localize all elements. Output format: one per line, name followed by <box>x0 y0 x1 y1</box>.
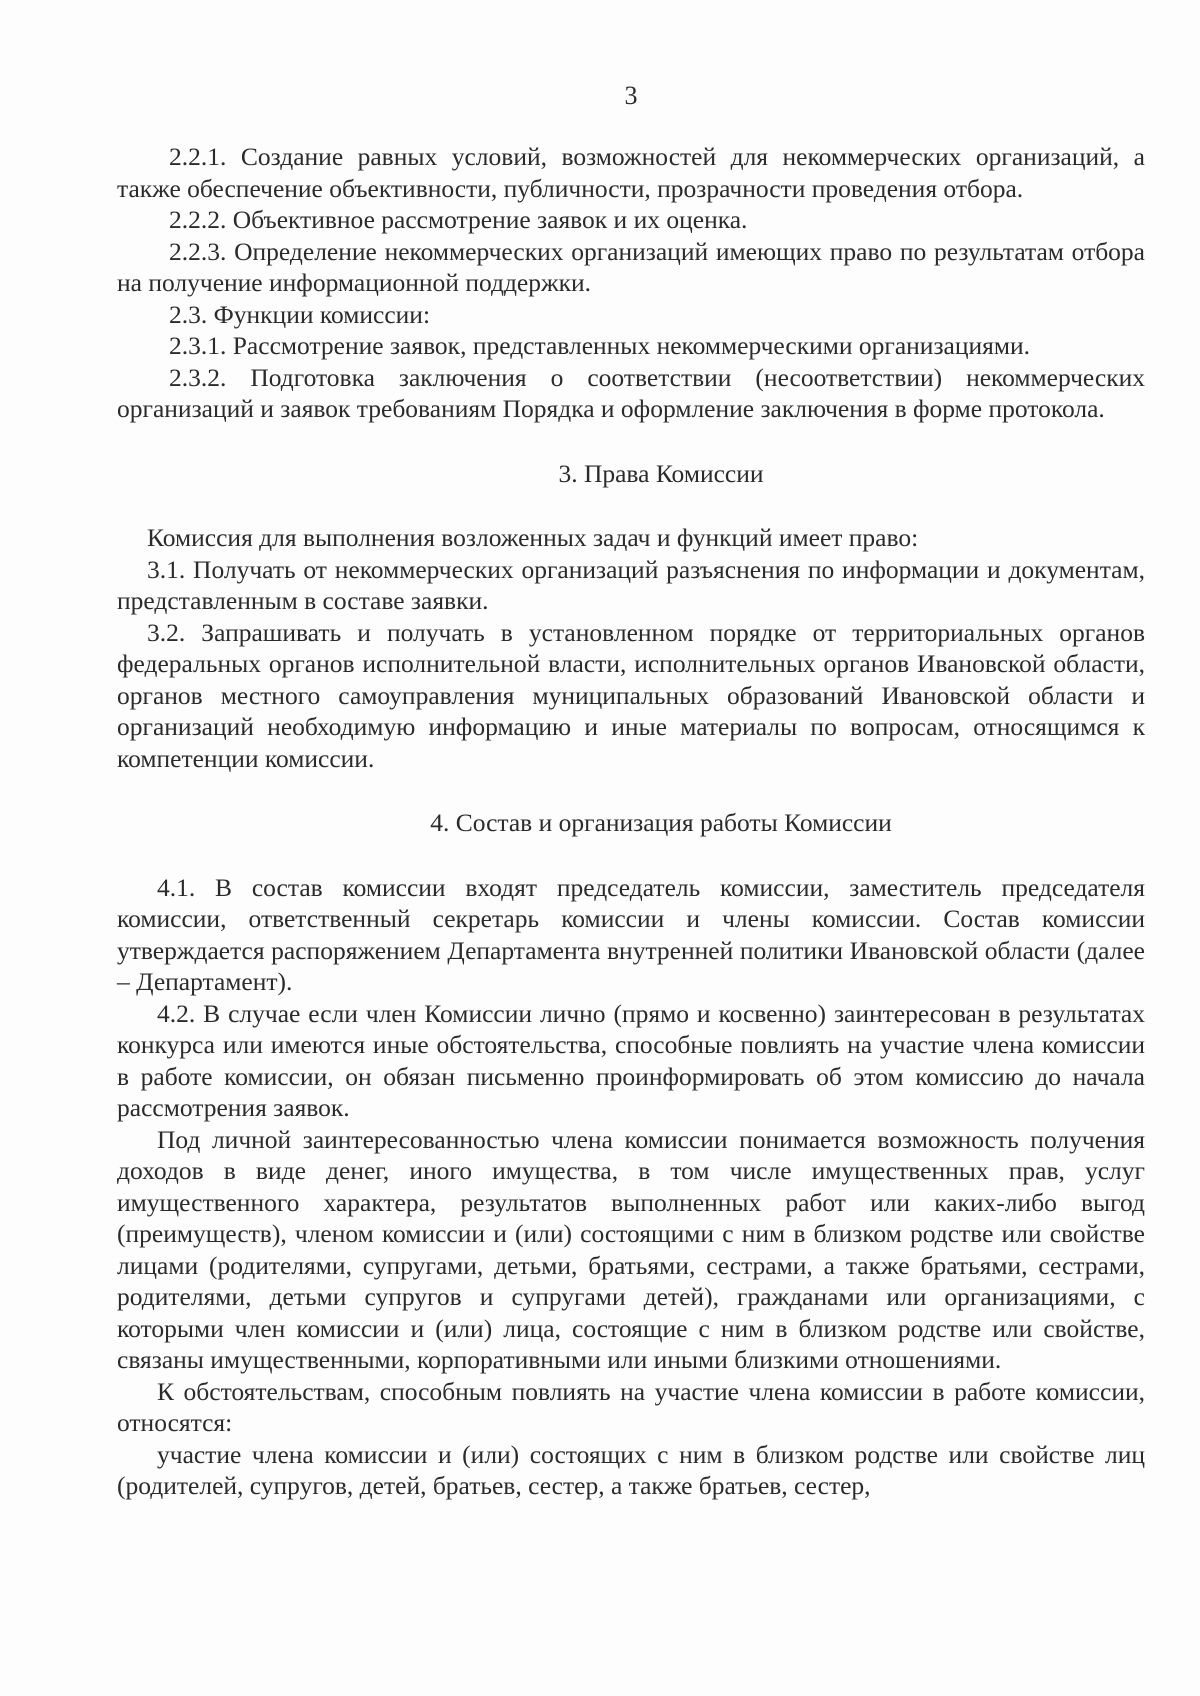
section-4-heading: 4. Состав и организация работы Комиссии <box>430 808 892 837</box>
section-3-heading: 3. Права Комиссии <box>558 458 764 488</box>
paragraph-4-2: 4.2. В случае если член Комиссии лично (прямо и косвенно) заинтересован в результатах конкурса или имеются иные обстоятельства, способные повлиять на участие члена комиссии в работе комиссии, он обязан письменно проинформировать об этом комиссию до начала рассмотрения заявок. <box>117 998 1145 1122</box>
paragraph-2-2-3: 2.2.3. Определение некоммерческих организаций имеющих право по результатам отбора на получение информационной поддержки. <box>117 236 1145 297</box>
page-number: 3 <box>624 81 638 110</box>
paragraph-3-1: 3.1. Получать от некоммерческих организаций разъяснения по информации и документам, представленным в составе заявки. <box>117 554 1145 615</box>
paragraph-circumstances: К обстоятельствам, способным повлиять на участие члена комиссии в работе комиссии, относятся: <box>117 1376 1145 1437</box>
section-3-intro: Комиссия для выполнения возложенных задач и функций имеет право: <box>147 523 919 552</box>
document-body <box>117 141 1145 1502</box>
paragraph-2-2-1: 2.2.1. Создание равных условий, возможностей для некоммерческих организаций, а также обеспечение объективности, публичности, прозрачности проведения отбора. <box>117 142 1145 203</box>
paragraph-3-2: 3.2. Запрашивать и получать в установленном порядке от территориальных органов федеральных органов исполнительной власти, исполнительных органов Ивановской области, органов местного самоуправления муниципальных образований Ивановской области и организаций необходимую информацию и иные материалы по вопросам, относящимся к компетенции комиссии. <box>117 617 1145 773</box>
paragraph-participation: участие члена комиссии и (или) состоящих с ним в близком родстве или свойстве лиц (родителей, супругов, детей, братьев, сестер, а также братьев, сестер, <box>117 1439 1145 1500</box>
paragraph-personal-interest: Под личной заинтересованностью члена комиссии понимается возможность получения доходов в виде денег, иного имущества, в том числе имущественных прав, услуг имущественного характера, результатов выполненных работ или каких-либо выгод (преимуществ), членом комиссии и (или) состоящими с ним в близком родстве или свойстве лицами (родителями, супругами, детьми, братьями, сестрами, а также братьями, сестрами, родителями, детьми супругов и супругами детей), гражданами или организациями, с которыми член комиссии и (или) лица, состоящие с ним в близком родстве или свойстве, связаны имущественными, корпоративными или иными близкими отношениями. <box>117 1124 1145 1374</box>
paragraph-4-1: 4.1. В состав комиссии входят председатель комиссии, заместитель председателя комиссии, ответственный секретарь комиссии и члены комиссии. Состав комиссии утверждается распоряжением Департамента внутренней политики Ивановской области (далее – Департамент). <box>117 872 1145 996</box>
paragraph-2-3-2: 2.3.2. Подготовка заключения о соответствии (несоответствии) некоммерческих организаций и заявок требованиям Порядка и оформление заключения в форме протокола. <box>117 362 1145 423</box>
paragraph-2-2-2: 2.2.2. Объективное рассмотрение заявок и их оценка. <box>169 205 748 234</box>
paragraph-2-3: 2.3. Функции комиссии: <box>169 299 431 329</box>
paragraph-2-3-1: 2.3.1. Рассмотрение заявок, представленных некоммерческими организациями. <box>169 331 1031 360</box>
